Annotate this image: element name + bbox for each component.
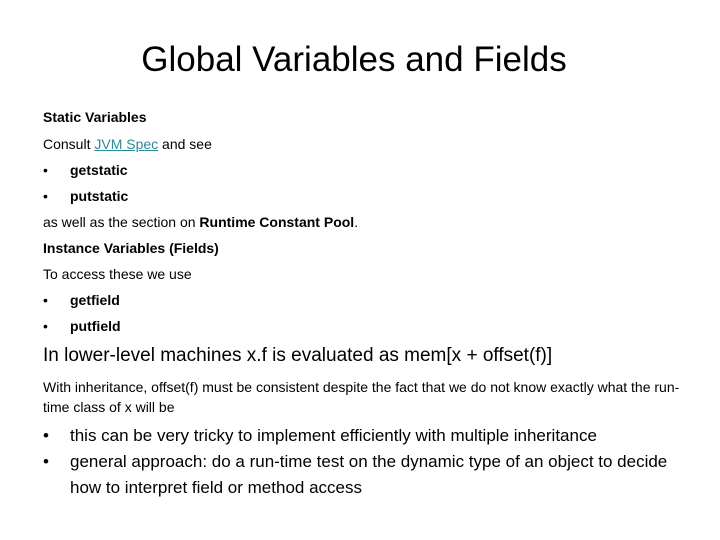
bullet-label: putstatic bbox=[70, 188, 129, 204]
consult-suffix: and see bbox=[158, 136, 212, 152]
bullet-getfield bbox=[43, 291, 120, 309]
bullet-label: getstatic bbox=[70, 162, 128, 178]
slide-title: Global Variables and Fields bbox=[141, 40, 567, 79]
bullet-label: getfield bbox=[70, 292, 120, 308]
bullet-marker: • bbox=[43, 292, 48, 308]
bullet-marker: • bbox=[43, 162, 48, 178]
list-item-text: this can be very tricky to implement efficiently with multiple inheritance bbox=[70, 426, 597, 445]
lower-level-statement: In lower-level machines x.f is evaluated as mem[x + offset(f)] bbox=[43, 345, 553, 366]
bullet-getstatic bbox=[43, 161, 128, 179]
bullet-putstatic bbox=[43, 187, 128, 205]
bullet-marker: • bbox=[43, 452, 49, 471]
bullet-marker: • bbox=[43, 188, 48, 204]
jvm-spec-link[interactable]: JVM Spec bbox=[94, 136, 159, 152]
list-item-text: general approach: do a run-time test on the dynamic type of an object to decide how to interpret field or method access bbox=[70, 452, 668, 497]
consult-prefix: Consult bbox=[43, 136, 95, 152]
access-line: To access these we use bbox=[43, 266, 192, 282]
runtime-constant-pool: Runtime Constant Pool bbox=[199, 214, 355, 230]
instance-variables-heading: Instance Variables (Fields) bbox=[43, 240, 219, 256]
bullet-marker: • bbox=[43, 426, 49, 445]
bullet-marker: • bbox=[43, 318, 48, 334]
section-prefix: as well as the section on bbox=[43, 214, 200, 230]
static-variables-heading: Static Variables bbox=[43, 109, 147, 125]
inheritance-statement: With inheritance, offset(f) must be consistent despite the fact that we do not know exactly what the run-time class of x will be bbox=[43, 379, 680, 415]
list-item bbox=[43, 423, 683, 449]
list-item bbox=[43, 449, 683, 501]
final-bullet-list bbox=[43, 423, 683, 501]
bullet-label: putfield bbox=[70, 318, 121, 334]
bullet-putfield bbox=[43, 317, 121, 335]
section-line bbox=[43, 213, 358, 231]
consult-line bbox=[43, 135, 212, 153]
section-suffix: . bbox=[354, 214, 359, 230]
